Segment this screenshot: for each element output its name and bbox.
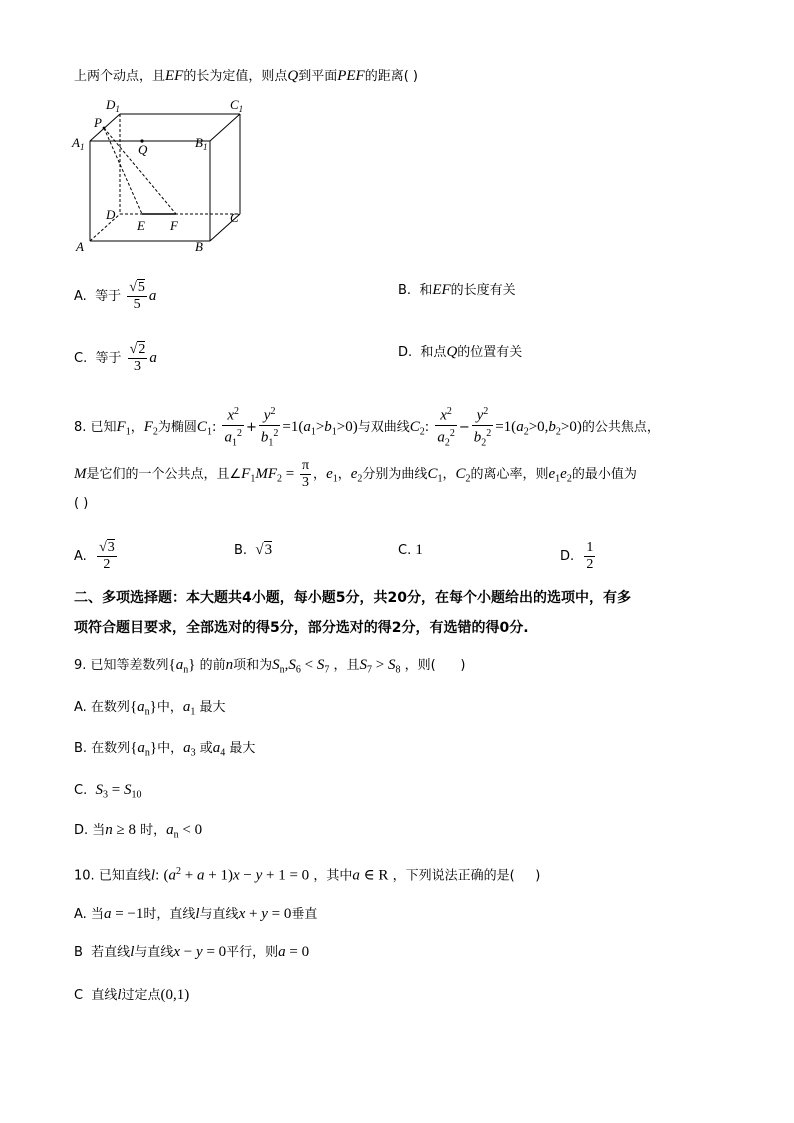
q7-stem-text: 上两个动点，且EF的长为定值，则点Q到平面PEF的距离( ) <box>74 68 418 84</box>
label-F: F <box>170 218 178 233</box>
label-A1: $A_1$ <box>72 135 85 152</box>
label-D: D <box>106 207 116 222</box>
q7-option-B: B. 和EF的长度有关 <box>398 282 516 298</box>
q7-option-A: A. 等于 $\frac{√5}{5}$ a <box>74 280 157 312</box>
q8-line2: M是它们的一个公共点，且$\angle F_1MF_2$ = $\frac{\pi}{3}$ ，$e_1$，$e_2$分别为曲线$C_1$，$C_2$的离心率，则$e_1e_2$的最小值为 <box>74 458 637 490</box>
q7-stem-tail <box>74 66 418 87</box>
q10-option-C: C 直线l过定点(0,1) <box>74 987 190 1003</box>
q7-option-C: C. 等于 $\frac{√2}{3}$ a <box>74 342 157 374</box>
q8-option-B: B. √3 <box>234 542 273 558</box>
q8-option-D: D. $\frac{1}{2}$ <box>560 540 594 572</box>
label-P: P <box>94 115 102 130</box>
q8-option-C: C. 1 <box>398 542 423 558</box>
q9-stem: 9. 已知等差数列$\{a_n\}$ 的前n项和为$S_n,S_6 < S_7$ ，且$S_7 > S_8$ ，则( ) <box>74 657 466 676</box>
frac-sqrt5-over-5: $\frac{√5}{5}$ <box>129 280 145 312</box>
label-B1: $B_1$ <box>195 135 208 152</box>
q10-stem: 10. 已知直线l: $(a^2 + a + 1)x - y + 1 = 0$ ，其中a ∈ R ，下列说法正确的是( ) <box>74 866 541 884</box>
q10-option-A: A. 当a = −1时，直线l与直线x + y = 0垂直 <box>74 906 318 922</box>
q9-option-A: A. 在数列$\{a_n\}$中，$a_1$ 最大 <box>74 699 226 718</box>
q8-line1: 8. 已知$F_1$，$F_2$为椭圆$C_1$: $\frac{x^2}{a_1^2}$ + $\frac{y^2}{b_1^2}$ $=1(a_1>b_1>0)$与双曲线$C_2$: $\frac{x^2}{a_2^2}$ − $\frac{y^2}{b_2^2}$ $=1(a_2>0,b_2>0)$的公共焦点， <box>74 406 660 449</box>
label-Q: Q <box>138 142 148 157</box>
label-A: A <box>76 239 84 254</box>
label-E: E <box>137 218 145 233</box>
q8-option-A: A. $\frac{√3}{2}$ <box>74 540 115 572</box>
q9-option-C: C. $S_3 = S_{10}$ <box>74 782 142 801</box>
cube-figure <box>70 94 250 260</box>
q9-option-D: D. 当n ≥ 8 时，$a_n < 0$ <box>74 822 203 841</box>
q10-option-B: B 若直线l与直线x − y = 0平行，则a = 0 <box>74 944 310 960</box>
frac-sqrt2-over-3: $\frac{√2}{3}$ <box>129 342 146 374</box>
label-D1: $D_1$ <box>106 97 120 114</box>
section2-line2: 项符合题目要求，全部选对的得5分，部分选对的得2分，有选错的得0分. <box>74 620 529 636</box>
label-B: B <box>195 239 203 254</box>
section2-line1: 二、多项选择题：本大题共4小题，每小题5分，共20分，在每个小题给出的选项中，有多 <box>74 590 631 606</box>
q7-option-D: D. 和点Q的位置有关 <box>398 344 523 360</box>
label-C: C <box>230 210 239 225</box>
q9-option-B: B. 在数列$\{a_n\}$中，$a_3$ 或$a_4$ 最大 <box>74 740 256 759</box>
q8-paren: ( ) <box>74 496 89 511</box>
label-C1: $C_1$ <box>230 97 244 114</box>
